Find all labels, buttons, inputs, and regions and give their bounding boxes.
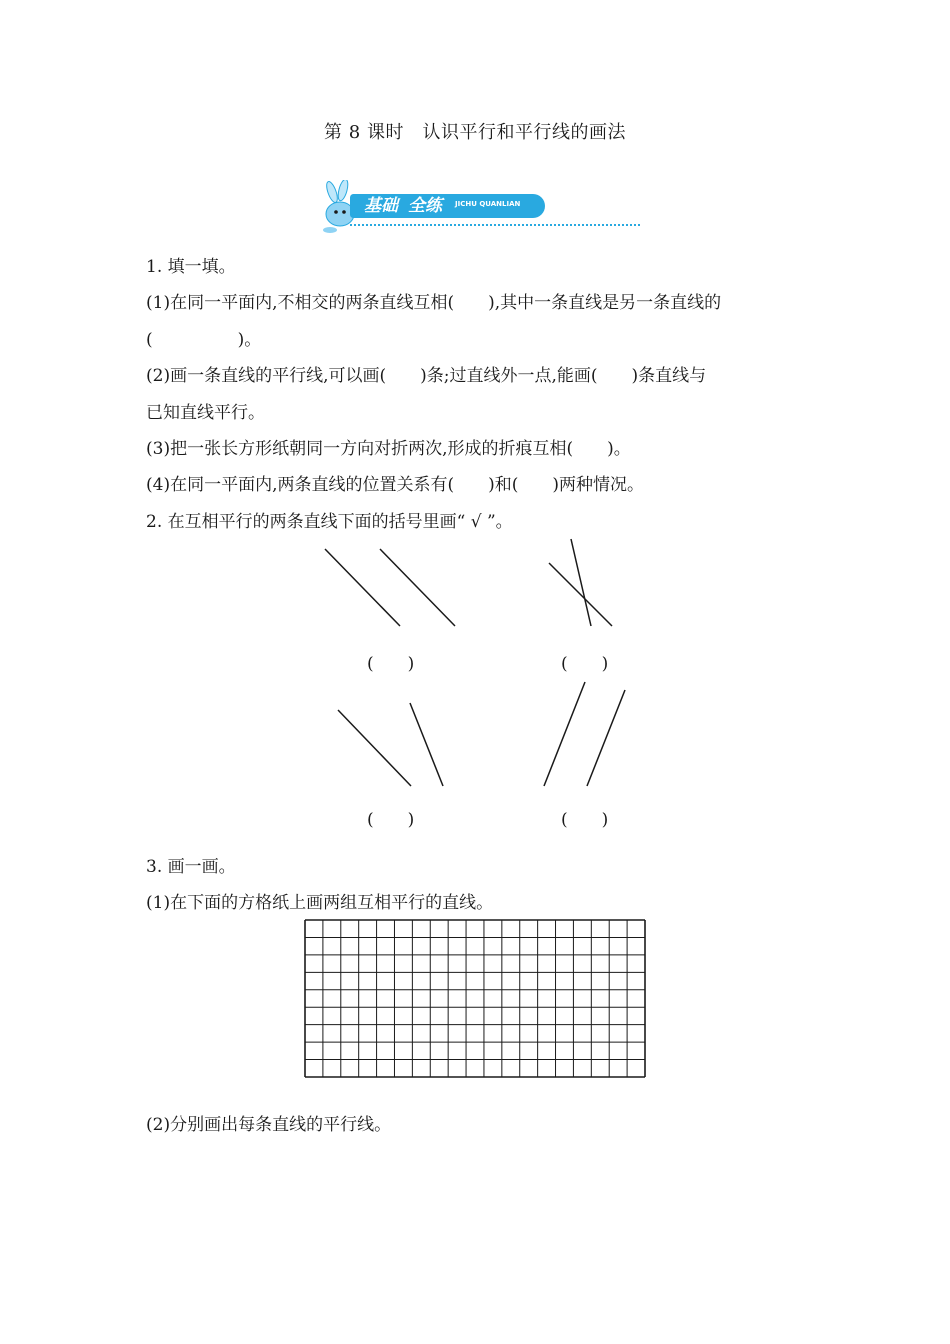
q1-heading: 1. 填一填。 <box>146 257 236 277</box>
grid-paper[interactable] <box>304 919 646 1078</box>
figure-c <box>338 703 443 786</box>
q1-line-5: (3)把一张长方形纸朝同一方向对折两次,形成的折痕互相( )。 <box>146 439 631 459</box>
q1-line-3: (2)画一条直线的平行线,可以画( )条;过直线外一点,能画( )条直线与 <box>146 366 707 386</box>
q1-line-4: 已知直线平行。 <box>146 403 265 423</box>
q2-heading: 2. 在互相平行的两条直线下面的括号里画“ √ ”。 <box>146 512 513 532</box>
answer-paren-c[interactable]: ( ) <box>367 810 415 830</box>
figure-b <box>549 539 612 626</box>
answer-paren-a[interactable]: ( ) <box>367 654 415 674</box>
q3-sub-1: (1)在下面的方格纸上画两组互相平行的直线。 <box>146 893 494 913</box>
q3-heading: 3. 画一画。 <box>146 857 236 877</box>
figure-d <box>544 682 625 786</box>
banner-subtitle: JICHU QUANLIAN <box>455 200 521 208</box>
banner-main: 基础 <box>364 196 398 216</box>
q1-line-2: ( )。 <box>146 330 262 350</box>
answer-paren-d[interactable]: ( ) <box>561 810 609 830</box>
figure-a <box>325 549 455 626</box>
banner-main2: 全练 <box>408 196 442 216</box>
page-title: 第 8 课时 认识平行和平行线的画法 <box>324 122 626 143</box>
answer-paren-b[interactable]: ( ) <box>561 654 609 674</box>
q3-sub-2: (2)分别画出每条直线的平行线。 <box>146 1115 392 1135</box>
q1-line-6: (4)在同一平面内,两条直线的位置关系有( )和( )两种情况。 <box>146 475 645 495</box>
q1-line-1: (1)在同一平面内,不相交的两条直线互相( ),其中一条直线是另一条直线的 <box>146 293 722 313</box>
